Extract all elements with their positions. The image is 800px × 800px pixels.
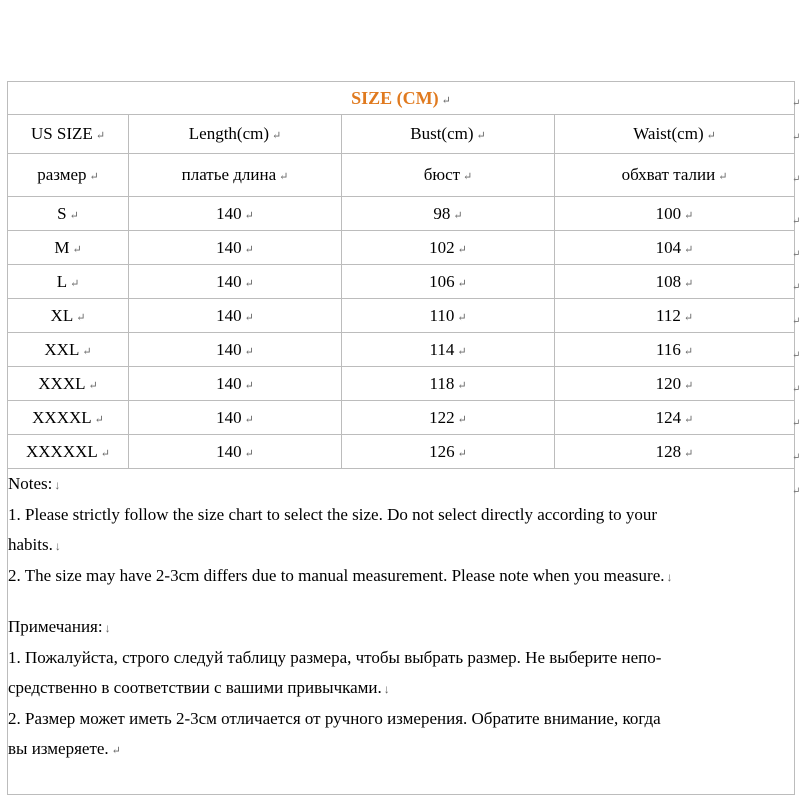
table-cell: 98 ↵ — [342, 197, 555, 231]
table-cell: M ↵ — [8, 231, 129, 265]
header-cell: Length(cm) ↵ — [129, 115, 342, 154]
table-cell: 140 ↵ — [129, 299, 342, 333]
table-title-row — [8, 82, 795, 115]
row-end-mark: ↵ — [792, 350, 800, 361]
row-end-mark: ↵ — [792, 384, 800, 395]
row-end-mark: ↵ — [792, 282, 800, 293]
table-cell: S ↵ — [8, 197, 129, 231]
header-cell: Waist(cm) ↵ — [555, 115, 795, 154]
table-cell: XXXXXL ↵ — [8, 435, 129, 469]
table-cell: 140 ↵ — [129, 333, 342, 367]
header-cell: размер ↵ — [8, 154, 129, 197]
table-row — [8, 265, 795, 299]
table-cell: XL ↵ — [8, 299, 129, 333]
table-cell: 140 ↵ — [129, 197, 342, 231]
table-cell: 140 ↵ — [129, 367, 342, 401]
size-table — [7, 81, 795, 795]
table-body — [8, 197, 795, 469]
header-cell: платье длина ↵ — [129, 154, 342, 197]
table-cell: 122 ↵ — [342, 401, 555, 435]
note-text: средственно в соответствии с вашими привычками. ↓ — [8, 678, 390, 697]
table-cell: XXXXL ↵ — [8, 401, 129, 435]
table-cell: 100 ↵ — [555, 197, 795, 231]
note-text: habits. ↓ — [8, 535, 61, 554]
table-row — [8, 333, 795, 367]
table-cell: 140 ↵ — [129, 231, 342, 265]
table-cell: 140 ↵ — [129, 401, 342, 435]
header-row — [8, 115, 795, 154]
row-end-mark: ↵ — [792, 452, 800, 463]
row-end-mark: ↵ — [792, 98, 800, 109]
table-row — [8, 435, 795, 469]
table-cell: 114 ↵ — [342, 333, 555, 367]
table-cell: 124 ↵ — [555, 401, 795, 435]
table-cell: 112 ↵ — [555, 299, 795, 333]
note-text: 1. Please strictly follow the size chart to select the size. Do not select directly according to your — [8, 505, 658, 524]
row-end-mark: ↵ — [792, 418, 800, 429]
row-end-mark: ↵ — [792, 132, 800, 143]
table-cell: 128 ↵ — [555, 435, 795, 469]
table-cell: 110 ↵ — [342, 299, 555, 333]
table-title: SIZE (CM) — [351, 87, 439, 108]
notes-cell — [8, 469, 795, 795]
table-cell: 126 ↵ — [342, 435, 555, 469]
header-row-russian — [8, 154, 795, 197]
table-row — [8, 197, 795, 231]
table-cell: 106 ↵ — [342, 265, 555, 299]
table-cell: 140 ↵ — [129, 265, 342, 299]
table-cell: 120 ↵ — [555, 367, 795, 401]
header-cell: Bust(cm) ↵ — [342, 115, 555, 154]
table-row — [8, 401, 795, 435]
table-cell: 104 ↵ — [555, 231, 795, 265]
header-cell: обхват талии ↵ — [555, 154, 795, 197]
table-cell: 118 ↵ — [342, 367, 555, 401]
table-cell: XXXL ↵ — [8, 367, 129, 401]
row-end-mark: ↵ — [792, 216, 800, 227]
table-cell: 102 ↵ — [342, 231, 555, 265]
table-row — [8, 367, 795, 401]
row-end-mark: ↵ — [792, 486, 800, 497]
note-text: 2. Размер может иметь 2-3см отличается от ручного измерения. Обратите внимание, когда — [8, 709, 661, 728]
table-row — [8, 299, 795, 333]
table-row — [8, 231, 795, 265]
header-cell: бюст ↵ — [342, 154, 555, 197]
row-end-mark: ↵ — [792, 174, 800, 185]
table-title-cell: SIZE (CM) ↵ — [8, 82, 795, 115]
row-end-mark: ↵ — [792, 316, 800, 327]
note-text: вы измеряете. ↵ — [8, 739, 121, 758]
table-cell: 116 ↵ — [555, 333, 795, 367]
note-text: 1. Пожалуйста, строго следуй таблицу размера, чтобы выбрать размер. Не выберите непо- — [8, 648, 662, 667]
table-cell: 140 ↵ — [129, 435, 342, 469]
table-cell: L ↵ — [8, 265, 129, 299]
notes-row — [8, 469, 795, 795]
table-cell: 108 ↵ — [555, 265, 795, 299]
notes-heading: Notes: ↓ — [8, 474, 61, 493]
notes-heading-russian: Примечания: ↓ — [8, 617, 111, 636]
row-end-mark: ↵ — [792, 249, 800, 260]
header-cell: US SIZE ↵ — [8, 115, 129, 154]
table-cell: XXL ↵ — [8, 333, 129, 367]
note-text: 2. The size may have 2-3cm differs due to manual measurement. Please note when you measure. ↓ — [8, 566, 673, 585]
